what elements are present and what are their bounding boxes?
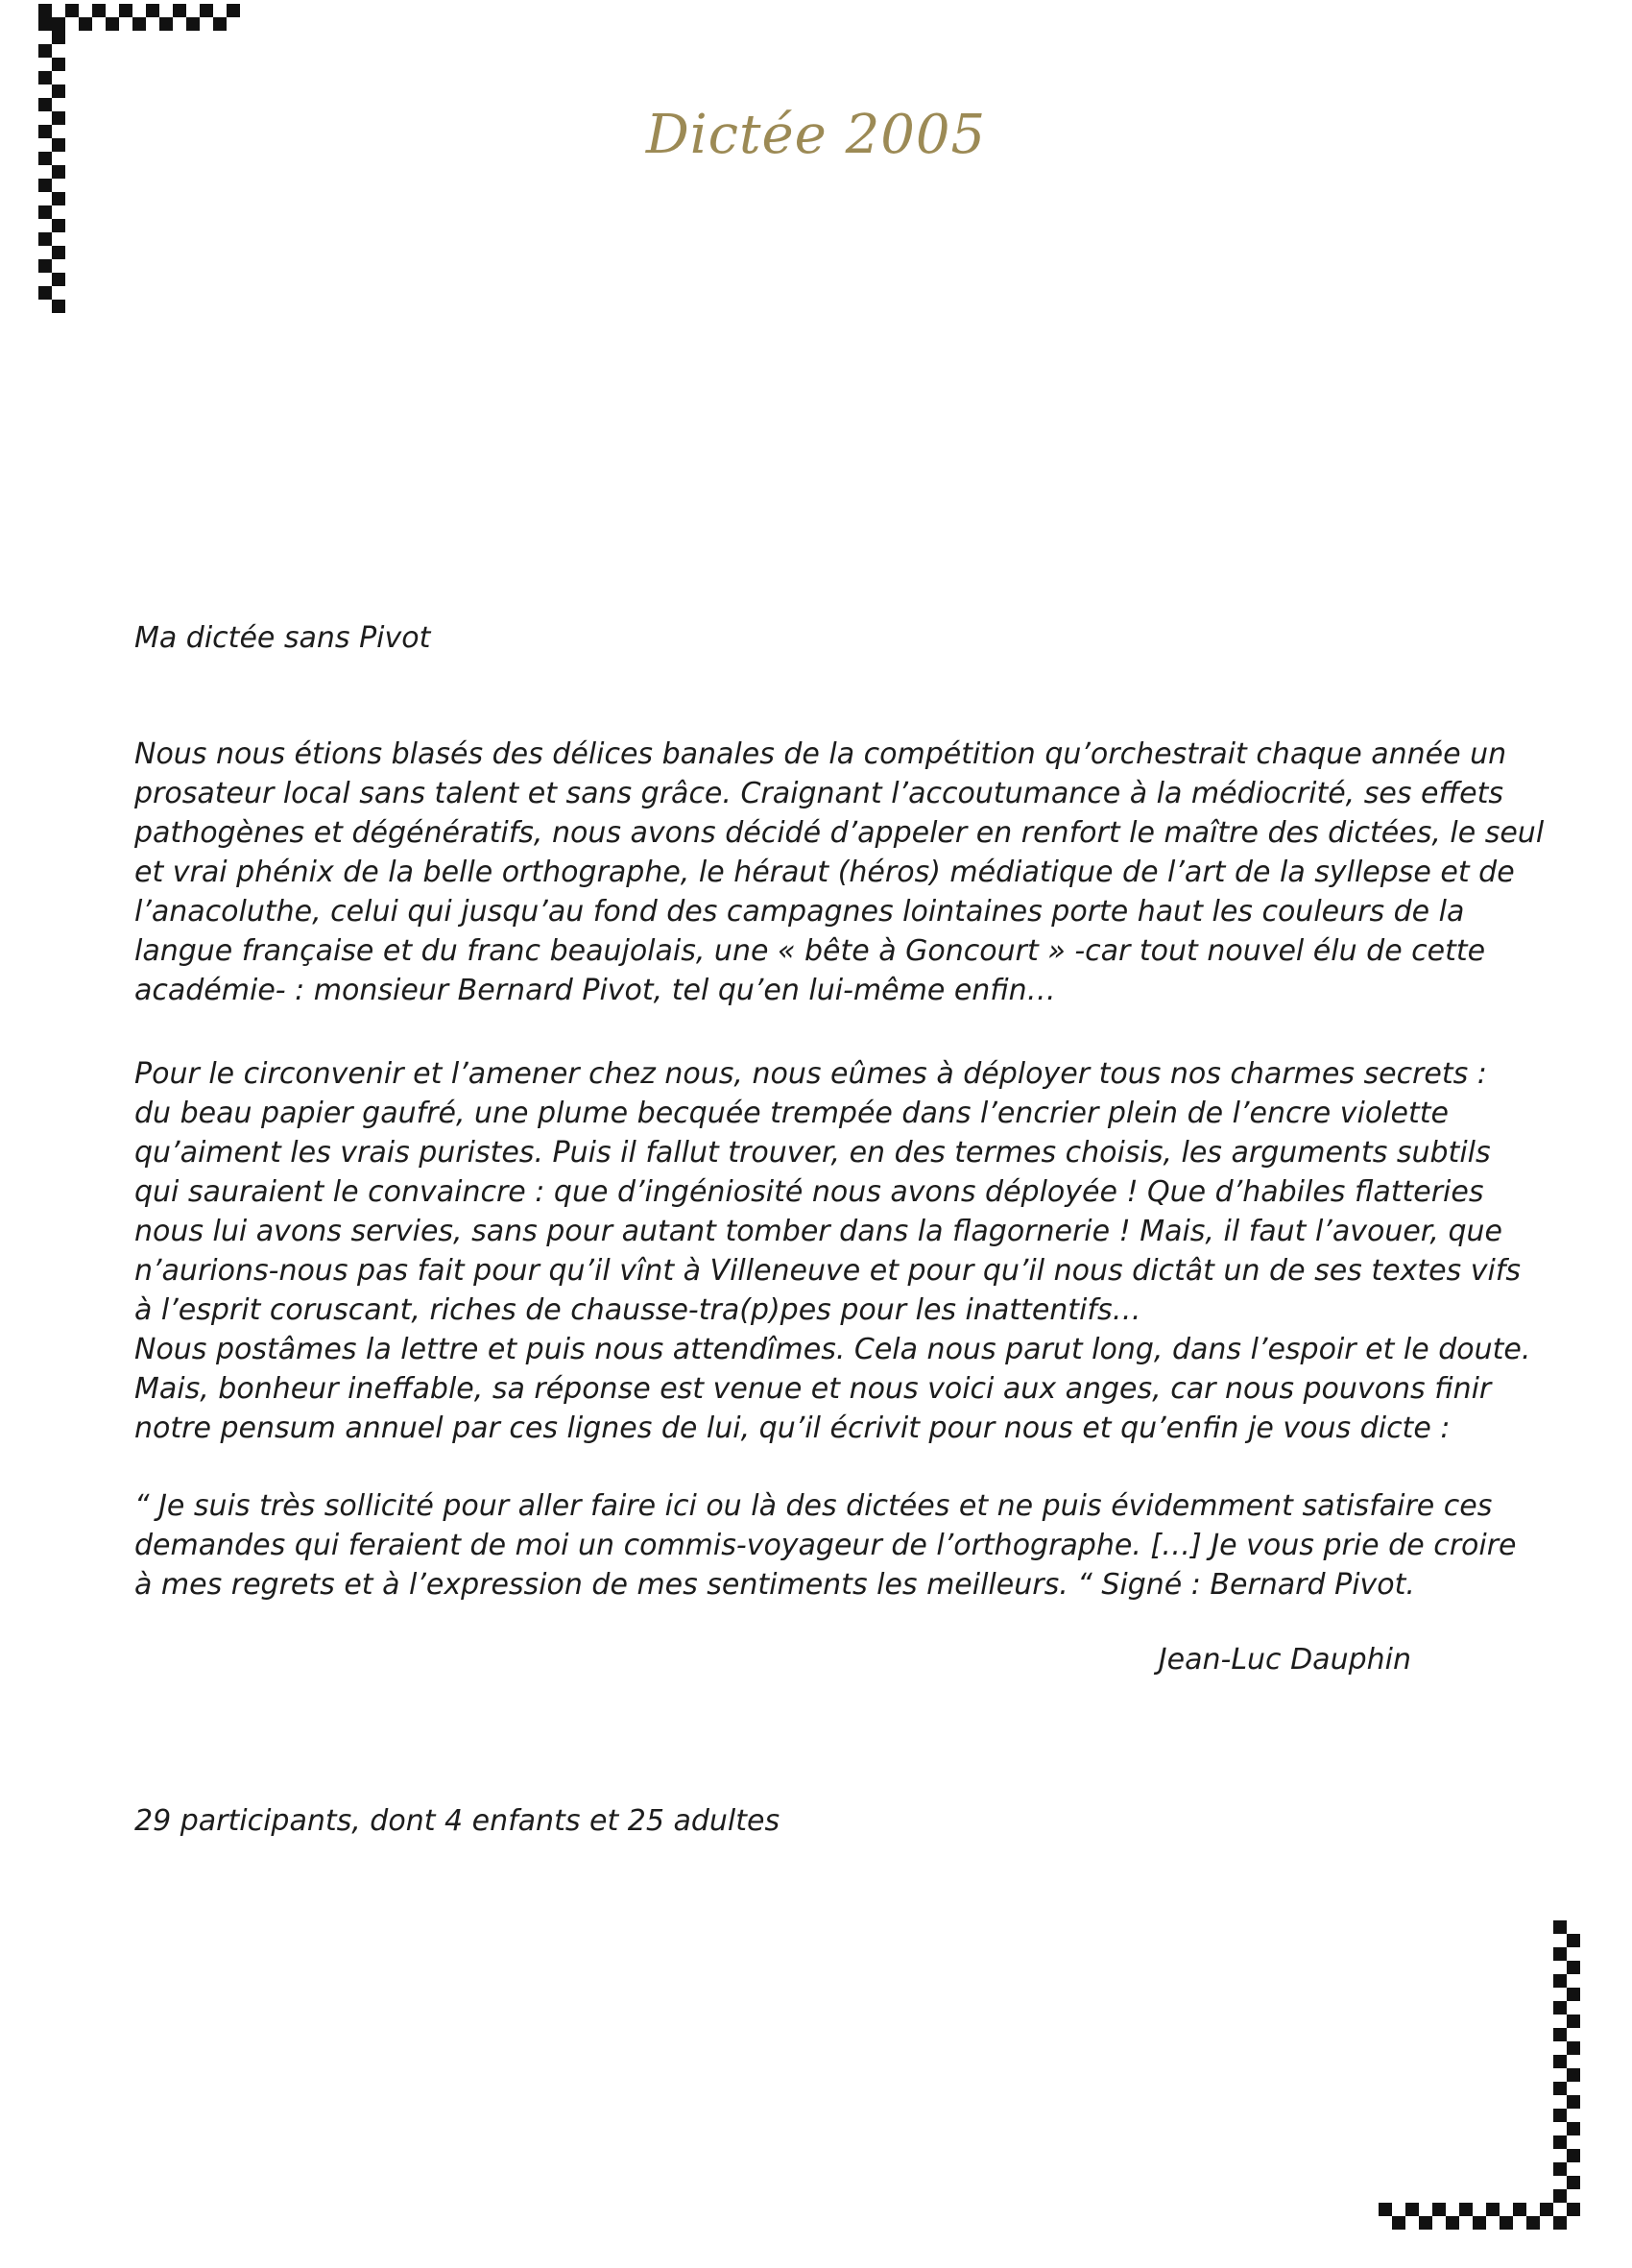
border-square [1567,2095,1580,2109]
paragraph-line: du beau papier gaufré, une plume becquée trempée dans l’encrier plein de l’encre violette [134,1097,1449,1130]
border-square [1526,2216,1540,2230]
border-square [173,4,186,17]
participants-line: 29 participants, dont 4 enfants et 25 adultes [134,1804,780,1838]
paragraph-line: nous lui avons servies, sans pour autant tomber dans la flagornerie ! Mais, il faut l’avouer, que [134,1215,1502,1248]
paragraph-line: à l’esprit coruscant, riches de chausse-tra(p)pes pour les inattentifs… [134,1293,1141,1327]
signature: Jean-Luc Dauphin [1158,1643,1411,1677]
participants-note [134,1801,1421,1841]
border-square [52,84,65,98]
quotation-paragraph [134,1486,1517,1604]
border-square [1567,2203,1580,2216]
border-square [38,205,52,219]
border-square [1553,2216,1567,2230]
border-square [1392,2216,1405,2230]
border-square [1379,2203,1392,2216]
paragraph-line: et vrai phénix de la belle orthographe, le héraut (héros) médiatique de l’art de la syllepse et de [134,856,1515,889]
border-square [1567,2015,1580,2028]
border-square [1459,2203,1473,2216]
border-square [52,31,65,44]
border-square [1553,2189,1567,2203]
border-square [52,17,65,31]
paragraph-2 [134,1054,1531,1448]
border-square [52,219,65,232]
border-square [65,4,79,17]
paragraph-line: notre pensum annuel par ces lignes de lui, qu’il écrivit pour nous et qu’enfin je vous dicte : [134,1411,1451,1445]
paragraph-line: l’anacoluthe, celui qui jusqu’au fond des campagnes lointaines porte haut les couleurs de la [134,895,1465,929]
border-square [79,17,92,31]
bottom-right-checkered-border [1379,1920,1580,2230]
border-square [1553,1947,1567,1961]
border-square [1567,1988,1580,2001]
border-square [52,246,65,259]
border-square [52,192,65,205]
paragraph-line: demandes qui feraient de moi un commis-voyageur de l’orthographe. […] Je vous prie de croire [134,1529,1517,1562]
paragraph-line: n’aurions-nous pas fait pour qu’il vînt à Villeneuve et pour qu’il nous dictât un de ses textes vifs [134,1254,1521,1288]
border-square [1567,2122,1580,2135]
border-square [38,4,52,17]
page-title: Dictée 2005 [645,104,987,166]
border-square [38,259,52,273]
border-square [1553,2001,1567,2015]
paragraph-line: académie- : monsieur Bernard Pivot, tel qu’en lui-même enfin… [134,974,1056,1007]
border-square [1432,2203,1446,2216]
paragraph-line: pathogènes et dégénératifs, nous avons décidé d’appeler en renfort le maître des dictées, le seul [134,816,1545,850]
border-square [1419,2216,1432,2230]
paragraph-line: Nous nous étions blasés des délices banales de la compétition qu’orchestrait chaque année un [134,737,1507,771]
paragraph-line: “ Je suis très sollicité pour aller faire ici ou là des dictées et ne puis évidemment satisfaire ces [134,1489,1493,1523]
border-square [119,4,132,17]
paragraph-line: Nous postâmes la lettre et puis nous attendîmes. Cela nous parut long, dans l’espoir et le doute. [134,1333,1531,1366]
border-square [1567,2149,1580,2162]
border-square [1553,2028,1567,2041]
border-square [1553,2109,1567,2122]
border-square [38,286,52,300]
paragraph-line: langue française et du franc beaujolais, une « bête à Goncourt » -car tout nouvel élu de cette [134,934,1486,968]
letter-heading [134,618,1421,658]
border-square [1553,1974,1567,1988]
border-square [227,4,240,17]
paragraph-line: qui sauraient le convaincre : que d’ingéniosité nous avons déployée ! Que d’habiles flatteries [134,1175,1484,1209]
border-square [159,17,173,31]
border-square [1513,2203,1526,2216]
border-square [38,17,52,31]
border-square [132,17,146,31]
border-square [52,58,65,71]
paragraph-line: à mes regrets et à l’expression de mes sentiments les meilleurs. “ Signé : Bernard Pivot. [134,1568,1415,1602]
border-square [1473,2216,1486,2230]
border-square [38,232,52,246]
border-square [213,17,227,31]
border-square [1553,2082,1567,2095]
paragraph-1 [134,735,1545,1010]
border-square [1567,2203,1580,2216]
border-square [200,4,213,17]
border-square [1553,2135,1567,2149]
paragraph-line: Pour le circonvenir et l’amener chez nous, nous eûmes à déployer tous nos charmes secrets : [134,1057,1487,1091]
border-square [1567,1934,1580,1947]
border-square [38,44,52,58]
border-square [1567,1961,1580,1974]
border-square [1567,2176,1580,2189]
border-square [92,4,106,17]
paragraph-line: prosateur local sans talent et sans grâce. Craignant l’accoutumance à la médiocrité, ses effets [134,777,1503,810]
border-square [1540,2203,1553,2216]
border-square [1553,2162,1567,2176]
border-square [1405,2203,1419,2216]
border-square [146,4,159,17]
border-square [38,179,52,192]
border-square [1446,2216,1459,2230]
heading-line: Ma dictée sans Pivot [134,621,431,655]
border-square [1567,2041,1580,2055]
border-square [186,17,200,31]
border-square [38,71,52,84]
border-square [1553,2055,1567,2068]
border-square [1500,2216,1513,2230]
border-square [52,300,65,313]
border-square [106,17,119,31]
border-square [1486,2203,1500,2216]
paragraph-line: qu’aiment les vrais puristes. Puis il fallut trouver, en des termes choisis, les arguments subtils [134,1136,1491,1170]
paragraph-line: Mais, bonheur ineffable, sa réponse est venue et nous voici aux anges, car nous pouvons finir [134,1372,1492,1406]
border-square [1567,2068,1580,2082]
border-square [52,165,65,179]
border-square [52,273,65,286]
border-square [1553,1920,1567,1934]
